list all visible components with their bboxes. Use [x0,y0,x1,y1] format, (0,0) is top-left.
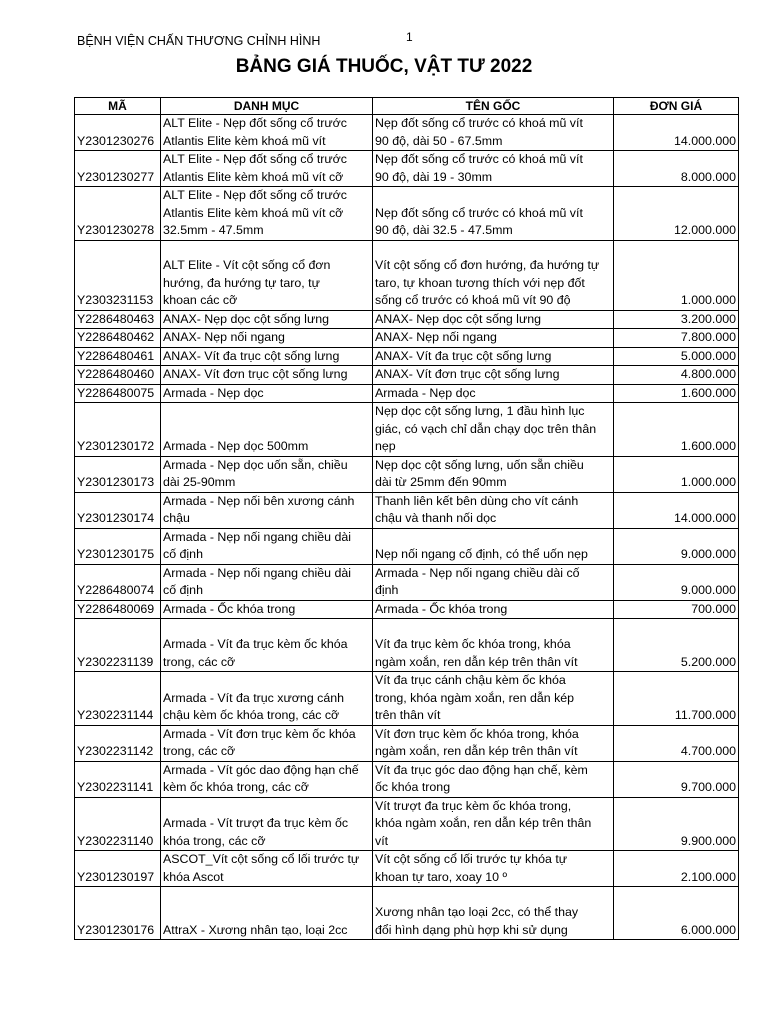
table-cell-don-gia: 3.200.000 [614,310,739,329]
table-row [75,366,739,385]
table-row [75,456,739,492]
table-cell-don-gia: 1.000.000 [614,240,739,310]
table-cell-ma: Y2286480460 [75,366,161,385]
column-header-don-gia: ĐƠN GIÁ [614,98,739,115]
table-cell-ten-goc: Armada - Ốc khóa trong [373,600,614,619]
table-cell-ten-goc: Nẹp nối ngang cố định, có thể uốn nẹp [373,528,614,564]
table-row [75,329,739,348]
table-row [75,725,739,761]
page-number: 1 [406,30,413,44]
table-row [75,528,739,564]
table-row [75,761,739,797]
table-cell-ma: Y2301230172 [75,403,161,457]
table-cell-ten-goc: Xương nhân tạo loại 2cc, có thể thay đổi hình dạng phù hợp khi sử dụng [373,887,614,940]
page-title: BẢNG GIÁ THUỐC, VẬT TƯ 2022 [235,56,533,77]
table-cell-danh-muc: ALT Elite - Nẹp đốt sống cổ trước Atlantis Elite kèm khoá mũ vít [161,115,373,151]
table-cell-ten-goc: Nẹp đốt sống cổ trước có khoá mũ vít 90 độ, dài 50 - 67.5mm [373,115,614,151]
table-cell-ma: Y2286480463 [75,310,161,329]
table-cell-don-gia: 9.000.000 [614,564,739,600]
table-cell-danh-muc: AttraX - Xương nhân tạo, loại 2cc [161,887,373,940]
table-cell-ma: Y2302231144 [75,672,161,726]
table-cell-don-gia: 11.700.000 [614,672,739,726]
table-cell-ma: Y2301230197 [75,851,161,887]
table-cell-ma: Y2301230278 [75,187,161,241]
table-cell-don-gia: 9.700.000 [614,761,739,797]
table-cell-ten-goc: ANAX- Nẹp nối ngang [373,329,614,348]
table-row [75,564,739,600]
table-cell-don-gia: 4.800.000 [614,366,739,385]
table-cell-don-gia: 1.000.000 [614,456,739,492]
table-row [75,600,739,619]
table-cell-ten-goc: Vít cột sống cổ đơn hướng, đa hướng tự taro, tự khoan tương thích với nẹp đốt sống cổ trước có khoá mũ vít 90 độ [373,240,614,310]
table-header-row [75,98,739,115]
table-row [75,151,739,187]
table-cell-ten-goc: Vít đa trục kèm ốc khóa trong, khóa ngàm xoắn, ren dẫn kép trên thân vít [373,619,614,672]
table-row [75,187,739,241]
table-cell-ten-goc: Vít cột sống cổ lối trước tự khóa tự khoan tự taro, xoay 10 º [373,851,614,887]
table-cell-danh-muc: Armada - Nẹp dọc [161,384,373,403]
table-cell-ten-goc: Nẹp dọc cột sống lưng, 1 đầu hình lục giác, có vạch chỉ dẫn chạy dọc trên thân nẹp [373,403,614,457]
table-cell-danh-muc: ASCOT_Vít cột sống cổ lối trước tự khóa Ascot [161,851,373,887]
table-cell-ten-goc: ANAX- Vít đa trục cột sống lưng [373,347,614,366]
table-row [75,492,739,528]
table-row [75,797,739,851]
table-cell-danh-muc: Armada - Nẹp nối ngang chiều dài cố định [161,528,373,564]
table-cell-don-gia: 14.000.000 [614,115,739,151]
table-cell-ten-goc: Armada - Nẹp nối ngang chiều dài cố định [373,564,614,600]
table-cell-ten-goc: Vít trượt đa trục kèm ốc khóa trong, khóa ngàm xoắn, ren dẫn kép trên thân vít [373,797,614,851]
table-cell-ma: Y2286480069 [75,600,161,619]
table-cell-don-gia: 700.000 [614,600,739,619]
column-header-ten-goc: TÊN GỐC [373,98,614,115]
table-cell-danh-muc: ALT Elite - Nẹp đốt sống cổ trước Atlantis Elite kèm khoá mũ vít cỡ 32.5mm - 47.5mm [161,187,373,241]
table-cell-don-gia: 5.000.000 [614,347,739,366]
table-cell-danh-muc: ALT Elite - Vít cột sống cổ đơn hướng, đa hướng tự taro, tự khoan các cỡ [161,240,373,310]
table-cell-ten-goc: Vít đa trục cánh chậu kèm ốc khóa trong, khóa ngàm xoắn, ren dẫn kép trên thân vít [373,672,614,726]
table-cell-ma: Y2303231153 [75,240,161,310]
table-cell-ten-goc: Vít đa trục góc dao động hạn chế, kèm ốc khóa trong [373,761,614,797]
table-cell-ten-goc: Nẹp dọc cột sống lưng, uốn sẵn chiều dài từ 25mm đến 90mm [373,456,614,492]
table-cell-danh-muc: Armada - Nẹp dọc 500mm [161,403,373,457]
table-cell-danh-muc: Armada - Vít trượt đa trục kèm ốc khóa trong, các cỡ [161,797,373,851]
table-cell-ten-goc: Nẹp đốt sống cổ trước có khoá mũ vít 90 độ, dài 32.5 - 47.5mm [373,187,614,241]
table-cell-danh-muc: ALT Elite - Nẹp đốt sống cổ trước Atlantis Elite kèm khoá mũ vít cỡ [161,151,373,187]
table-cell-don-gia: 6.000.000 [614,887,739,940]
table-cell-ten-goc: Armada - Nẹp dọc [373,384,614,403]
table-cell-ma: Y2286480074 [75,564,161,600]
table-row [75,240,739,310]
table-cell-ma: Y2302231142 [75,725,161,761]
table-cell-danh-muc: Armada - Vít đa trục xương cánh chậu kèm ốc khóa trong, các cỡ [161,672,373,726]
hospital-name: BỆNH VIỆN CHẤN THƯƠNG CHỈNH HÌNH [77,34,321,48]
table-cell-danh-muc: Armada - Vít đa trục kèm ốc khóa trong, các cỡ [161,619,373,672]
table-row [75,384,739,403]
table-cell-ma: Y2286480461 [75,347,161,366]
table-cell-don-gia: 9.900.000 [614,797,739,851]
table-cell-ten-goc: Thanh liên kết bên dùng cho vít cánh chậu và thanh nối dọc [373,492,614,528]
table-row [75,115,739,151]
table-cell-don-gia: 4.700.000 [614,725,739,761]
table-cell-ma: Y2301230175 [75,528,161,564]
table-cell-danh-muc: ANAX- Vít đa trục cột sống lưng [161,347,373,366]
table-row [75,887,739,940]
table-cell-ma: Y2302231140 [75,797,161,851]
table-cell-ma: Y2301230277 [75,151,161,187]
table-cell-ten-goc: Vít đơn trục kèm ốc khóa trong, khóa ngàm xoắn, ren dẫn kép trên thân vít [373,725,614,761]
table-cell-don-gia: 9.000.000 [614,528,739,564]
table-cell-danh-muc: ANAX- Vít đơn trục cột sống lưng [161,366,373,385]
column-header-danh-muc: DANH MỤC [161,98,373,115]
table-cell-don-gia: 5.200.000 [614,619,739,672]
table-cell-ma: Y2301230276 [75,115,161,151]
table-cell-ma: Y2301230173 [75,456,161,492]
table-body [75,115,739,940]
table-cell-danh-muc: Armada - Nẹp nối ngang chiều dài cố định [161,564,373,600]
table-row [75,310,739,329]
table-row [75,619,739,672]
table-cell-ma: Y2301230174 [75,492,161,528]
table-cell-don-gia: 7.800.000 [614,329,739,348]
table-cell-ma: Y2301230176 [75,887,161,940]
table-cell-ten-goc: Nẹp đốt sống cổ trước có khoá mũ vít 90 độ, dài 19 - 30mm [373,151,614,187]
table-row [75,403,739,457]
table-cell-don-gia: 1.600.000 [614,384,739,403]
column-header-ma: MÃ [75,98,161,115]
table-cell-ten-goc: ANAX- Vít đơn trục cột sống lưng [373,366,614,385]
table-cell-ma: Y2302231141 [75,761,161,797]
table-cell-danh-muc: ANAX- Nẹp dọc cột sống lưng [161,310,373,329]
table-row [75,347,739,366]
table-cell-danh-muc: ANAX- Nẹp nối ngang [161,329,373,348]
table-cell-don-gia: 1.600.000 [614,403,739,457]
table-cell-danh-muc: Armada - Nẹp nối bên xương cánh chậu [161,492,373,528]
price-table [74,97,739,940]
table-cell-danh-muc: Armada - Vít góc dao động hạn chế kèm ốc khóa trong, các cỡ [161,761,373,797]
table-cell-ma: Y2286480075 [75,384,161,403]
table-cell-ma: Y2286480462 [75,329,161,348]
table-row [75,672,739,726]
table-cell-don-gia: 2.100.000 [614,851,739,887]
table-cell-danh-muc: Armada - Nẹp dọc uốn sẵn, chiều dài 25-90mm [161,456,373,492]
table-cell-don-gia: 8.000.000 [614,151,739,187]
table-cell-don-gia: 14.000.000 [614,492,739,528]
table-row [75,851,739,887]
table-cell-don-gia: 12.000.000 [614,187,739,241]
table-cell-danh-muc: Armada - Ốc khóa trong [161,600,373,619]
table-cell-danh-muc: Armada - Vít đơn trục kèm ốc khóa trong, các cỡ [161,725,373,761]
table-cell-ten-goc: ANAX- Nẹp dọc cột sống lưng [373,310,614,329]
table-cell-ma: Y2302231139 [75,619,161,672]
